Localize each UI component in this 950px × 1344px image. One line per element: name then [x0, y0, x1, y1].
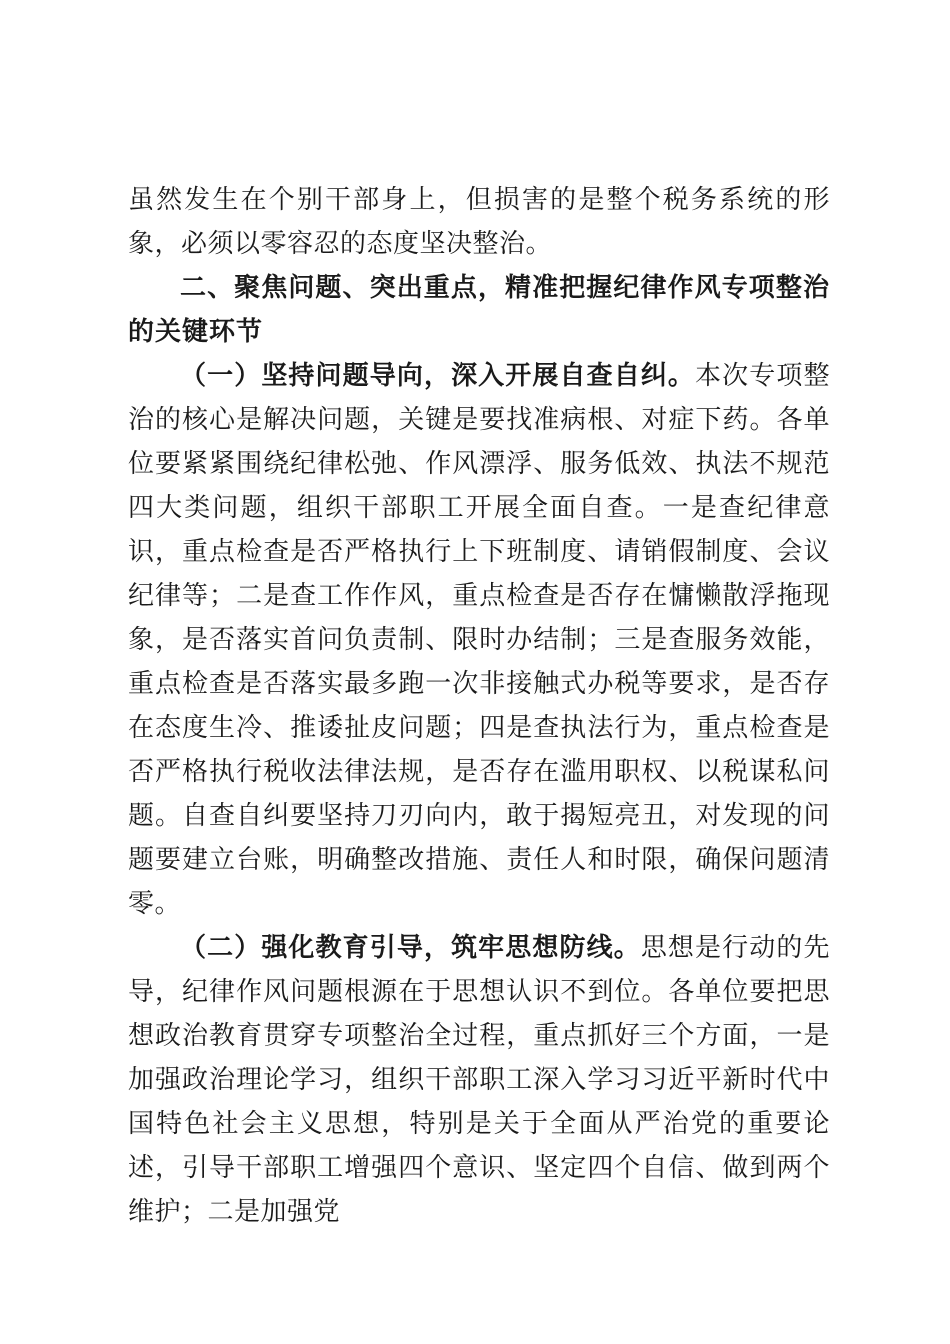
section-heading: 二、聚焦问题、突出重点，精准把握纪律作风专项整治的关键环节	[128, 273, 830, 347]
subsection-lead-2: （二）强化教育引导，筑牢思想防线。	[180, 933, 641, 963]
document-body	[128, 178, 830, 1234]
subsection-body-1: 本次专项整治的核心是解决问题，关键是要找准病根、对症下药。各单位要紧紧围绕纪律松弛、作风漂浮、服务低效、执法不规范四大类问题，组织干部职工开展全面自查。一是查纪律意识，重点检查是否严格执行上下班制度、请销假制度、会议纪律等；二是查工作作风，重点检查是否存在慵懒散浮拖现象，是否落实首问负责制、限时办结制；三是查服务效能，重点检查是否落实最多跑一次非接触式办税等要求，是否存在态度生冷、推诿扯皮问题；四是查执法行为，重点检查是否严格执行税收法律法规，是否存在滥用职权、以税谋私问题。自查自纠要坚持刀刃向内，敢于揭短亮丑，对发现的问题要建立台账，明确整改措施、责任人和时限，确保问题清零。	[128, 361, 830, 919]
continuation-paragraph: 虽然发生在个别干部身上，但损害的是整个税务系统的形象，必须以零容忍的态度坚决整治。	[128, 185, 830, 259]
subsection-paragraph-1	[128, 354, 830, 926]
subsection-body-2: 思想是行动的先导，纪律作风问题根源在于思想认识不到位。各单位要把思想政治教育贯穿专项整治全过程，重点抓好三个方面，一是加强政治理论学习，组织干部职工深入学习习近平新时代中国特色社会主义思想，特别是关于全面从严治党的重要论述，引导干部职工增强四个意识、坚定四个自信、做到两个维护；二是加强党	[128, 933, 830, 1227]
subsection-paragraph-2	[128, 926, 830, 1234]
subsection-lead-1: （一）坚持问题导向，深入开展自查自纠。	[180, 361, 696, 391]
